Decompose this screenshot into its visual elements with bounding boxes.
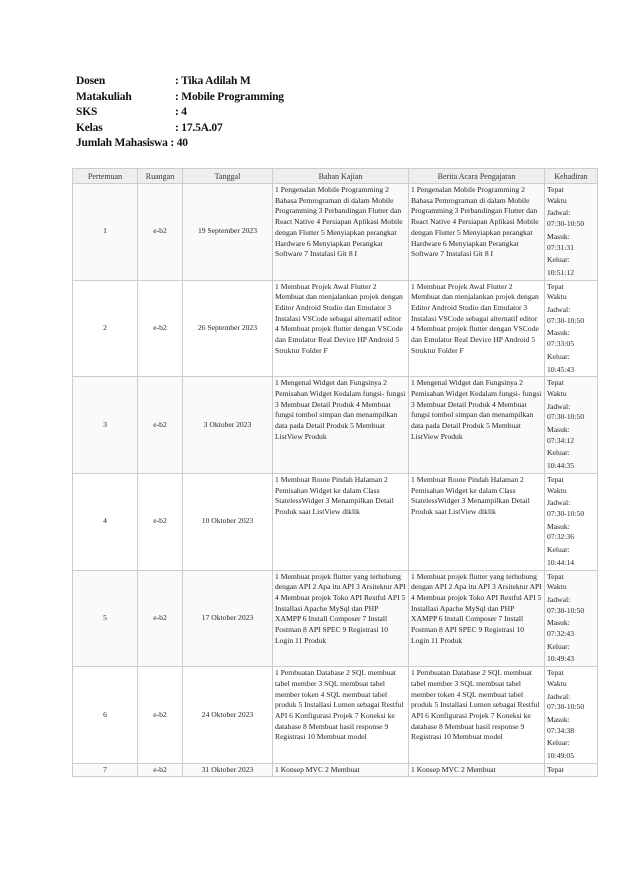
ruangan-cell: e-b2: [138, 763, 183, 777]
kelas-label: Kelas: [76, 121, 103, 134]
keluar-label: Keluar:: [547, 255, 570, 265]
jumlah-mahasiswa-label: Jumlah Mahasiswa: [76, 137, 168, 149]
tanggal-cell: 26 September 2023: [183, 280, 273, 377]
bahan-kajian-cell: 1 Mengenal Widget dan Fungsinya 2 Pemisahan Widget Kedalam fungsi- fungsi 3 Membuat Detail Produk 4 Membuat fungsi tombol simpan dan menampilkan data pada Detail Produk 5 Membuat ListView Produk: [273, 377, 409, 474]
waktu-text: Waktu: [547, 195, 567, 205]
berita-acara-cell: 1 Mengenal Widget dan Fungsinya 2 Pemisahan Widget Kedalam fungsi- fungsi 3 Membuat Detail Produk 4 Membuat fungsi tombol simpan dan menampilkan data pada Detail Produk 5 Membuat ListView Produk: [409, 377, 545, 474]
column-header-pertemuan: Pertemuan: [73, 169, 138, 184]
status-text: Tepat: [545, 763, 598, 777]
keluar-label: Keluar:: [547, 545, 570, 555]
tanggal-cell: 17 Oktober 2023: [183, 570, 273, 667]
jumlah-mahasiswa-row: [76, 136, 284, 152]
masuk-label: Masuk:: [547, 425, 570, 435]
bahan-kajian-cell: 1 Membuat Route Pindah Halaman 2 Pemisahan Widget ke dalam Class StatelessWidget 3 Menampilkan Detail Produk saat ListView diklik: [273, 473, 409, 570]
sks-label: SKS: [76, 106, 98, 118]
pertemuan-cell: 6: [73, 667, 138, 764]
jadwal-value: 07:30-10:50: [547, 702, 585, 712]
pertemuan-cell: 2: [73, 280, 138, 377]
ruangan-cell: e-b2: [138, 570, 183, 667]
jadwal-value: 07:30-10:50: [547, 315, 585, 325]
masuk-value: 07:34:12: [547, 435, 575, 445]
bahan-kajian-cell: 1 Pengenalan Mobile Programming 2 Bahasa Pemrograman di dalam Mobile Programming 3 Perbandingan Flutter dan React Native 4 Persiapan Aplikasi Mobile dengan Flutter 5 Menyiapkan perangkat Hardware 6 Menyiapkan Perangkat Software 7 Instalasi Git 8 I: [273, 184, 409, 281]
berita-acara-cell: 1 Konsep MVC 2 Membuat: [409, 763, 545, 777]
tanggal-cell: 31 Oktober 2023: [183, 763, 273, 777]
masuk-value: 07:33:05: [547, 339, 575, 349]
table-row: [73, 280, 598, 377]
berita-acara-cell: 1 Pembuatan Database 2 SQL membuat tabel member 3 SQL membuat tabel member token 4 SQL membuat tabel produk 5 Installasi Lumen sebagai Restful API 6 Konfigurasi Projek 7 Koneksi ke database 8 Membuat hasil response 9 Registrasi 10 Membuat model: [409, 667, 545, 764]
status-text: Tepat: [547, 571, 564, 581]
table-row: [73, 667, 598, 764]
pertemuan-cell: 7: [73, 763, 138, 777]
kelas-value: : 17.5A.07: [175, 121, 223, 134]
keluar-label: Keluar:: [547, 738, 570, 748]
bahan-kajian-cell: 1 Pembuatan Database 2 SQL membuat tabel member 3 SQL membuat tabel member token 4 SQL membuat tabel produk 5 Installasi Lumen sebagai Restful API 6 Konfigurasi Projek 7 Koneksi ke database 8 Membuat hasil response 9 Registrasi 10 Membuat model: [273, 667, 409, 764]
table-row: [73, 473, 598, 570]
jadwal-label: Jadwal:: [547, 305, 571, 315]
waktu-text: Waktu: [547, 678, 567, 688]
status-text: Tepat: [547, 474, 564, 484]
dosen-row: [76, 74, 284, 90]
ruangan-cell: e-b2: [138, 377, 183, 474]
status-text: Tepat: [547, 185, 564, 194]
table-row: [73, 570, 598, 667]
ruangan-cell: e-b2: [138, 473, 183, 570]
kehadiran-cell: [545, 184, 598, 281]
pertemuan-cell: 1: [73, 184, 138, 281]
masuk-label: Masuk:: [547, 618, 570, 628]
sks-row: [76, 105, 284, 121]
keluar-value: 10:44:35: [547, 461, 575, 471]
masuk-label: Masuk:: [547, 231, 570, 241]
table-row: [73, 377, 598, 474]
berita-acara-cell: 1 Membuat projek flutter yang terhubung dengan API 2 Apa itu API 3 Arsitektur API 4 Membuat projek Toko API Restful API 5 Installasi Apache MySql dan PHP XAMPP 6 Install Composer 7 Install Postman 8 API SPEC 9 Registrasi 10 Login 11 Produk: [409, 570, 545, 667]
masuk-label: Masuk:: [547, 328, 570, 338]
jadwal-value: 07:30-10:50: [547, 219, 585, 229]
kehadiran-cell: [545, 667, 598, 764]
ruangan-cell: e-b2: [138, 184, 183, 281]
berita-acara-cell: 1 Membuat Route Pindah Halaman 2 Pemisahan Widget ke dalam Class StatelessWidget 3 Menampilkan Detail Produk saat ListView diklik: [409, 473, 545, 570]
table-row: [73, 184, 598, 281]
dosen-value: : Tika Adilah M: [175, 75, 251, 87]
berita-acara-cell: 1 Pengenalan Mobile Programming 2 Bahasa Pemrograman di dalam Mobile Programming 3 Perbandingan Flutter dan React Native 4 Persiapan Aplikasi Mobile dengan Flutter 5 Menyiapkan perangkat Hardware 6 Menyiapkan Perangkat Software 7 Instalasi Git 8 I: [409, 184, 545, 281]
masuk-value: 07:32:36: [547, 532, 575, 542]
column-header-tanggal: Tanggal: [183, 169, 273, 184]
waktu-text: Waktu: [547, 582, 567, 592]
jadwal-label: Jadwal:: [547, 208, 571, 218]
keluar-label: Keluar:: [547, 448, 570, 458]
pertemuan-cell: 4: [73, 473, 138, 570]
jadwal-label: Jadwal:: [547, 498, 571, 508]
ruangan-cell: e-b2: [138, 280, 183, 377]
masuk-value: 07:31:31: [547, 242, 575, 252]
jadwal-label: Jadwal:: [547, 691, 571, 701]
jadwal-value: 07:30-10:50: [547, 412, 585, 422]
bahan-kajian-cell: 1 Membuat Projek Awal Flutter 2 Membuat dan menjalankan projek dengan Editor Android Studio dan Emulator 3 Instalasi VSCode sebagai alternatif editor 4 Membuat projek flutter dengan VSCode dan Emulator Real Device HP Android 5 Struktur Folder F: [273, 280, 409, 377]
ruangan-cell: e-b2: [138, 667, 183, 764]
kehadiran-cell: [545, 570, 598, 667]
keluar-value: 10:49:43: [547, 654, 575, 664]
jadwal-label: Jadwal:: [547, 401, 571, 411]
keluar-value: 10:45:43: [547, 364, 575, 374]
column-header-berita-acara: Berita Acara Pengajaran: [409, 169, 545, 184]
berita-acara-cell: 1 Membuat Projek Awal Flutter 2 Membuat dan menjalankan projek dengan Editor Android Studio dan Emulator 3 Instalasi VSCode sebagai alternatif editor 4 Membuat projek flutter dengan VSCode dan Emulator Real Device HP Android 5 Struktur Folder F: [409, 280, 545, 377]
jadwal-value: 07:30-10:50: [547, 508, 585, 518]
pertemuan-cell: 5: [73, 570, 138, 667]
pertemuan-cell: 3: [73, 377, 138, 474]
waktu-text: Waktu: [547, 388, 567, 398]
masuk-label: Masuk:: [547, 521, 570, 531]
document-header: [76, 74, 284, 152]
keluar-value: 10:51:12: [547, 267, 575, 277]
keluar-value: 10:49:05: [547, 751, 575, 761]
bahan-kajian-cell: 1 Membuat projek flutter yang terhubung dengan API 2 Apa itu API 3 Arsitektur API 4 Membuat projek Toko API Restful API 5 Installasi Apache MySql dan PHP XAMPP 6 Install Composer 7 Install Postman 8 API SPEC 9 Registrasi 10 Login 11 Produk: [273, 570, 409, 667]
column-header-bahan-kajian: Bahan Kajian: [273, 169, 409, 184]
dosen-label: Dosen: [76, 75, 106, 87]
attendance-table: [72, 168, 598, 777]
masuk-label: Masuk:: [547, 714, 570, 724]
status-text: Tepat: [547, 281, 564, 291]
masuk-value: 07:32:43: [547, 629, 575, 639]
tanggal-cell: 3 Oktober 2023: [183, 377, 273, 474]
tanggal-cell: 24 Oktober 2023: [183, 667, 273, 764]
matakuliah-row: [76, 90, 284, 106]
kehadiran-cell: [545, 280, 598, 377]
keluar-label: Keluar:: [547, 641, 570, 651]
jumlah-mahasiswa-value: : 40: [170, 137, 188, 149]
sks-value: : 4: [175, 106, 187, 118]
bahan-kajian-cell: 1 Konsep MVC 2 Membuat: [273, 763, 409, 777]
matakuliah-value: : Mobile Programming: [175, 90, 284, 103]
keluar-label: Keluar:: [547, 351, 570, 361]
jadwal-label: Jadwal:: [547, 594, 571, 604]
jadwal-value: 07:30-10:50: [547, 605, 585, 615]
status-text: Tepat: [547, 378, 564, 388]
kelas-row: [76, 121, 284, 137]
status-text: Tepat: [547, 668, 564, 678]
waktu-text: Waktu: [547, 485, 567, 495]
tanggal-cell: 19 September 2023: [183, 184, 273, 281]
kehadiran-cell: [545, 377, 598, 474]
tanggal-cell: 10 Oktober 2023: [183, 473, 273, 570]
table-row-partial: [73, 763, 598, 777]
waktu-text: Waktu: [547, 292, 567, 302]
column-header-ruangan: Ruangan: [138, 169, 183, 184]
column-header-kehadiran: Kehadiran: [545, 169, 598, 184]
table-header-row: [73, 169, 598, 184]
keluar-value: 10:44:14: [547, 557, 575, 567]
masuk-value: 07:34:38: [547, 725, 575, 735]
matakuliah-label: Matakuliah: [76, 90, 132, 103]
kehadiran-cell: [545, 473, 598, 570]
